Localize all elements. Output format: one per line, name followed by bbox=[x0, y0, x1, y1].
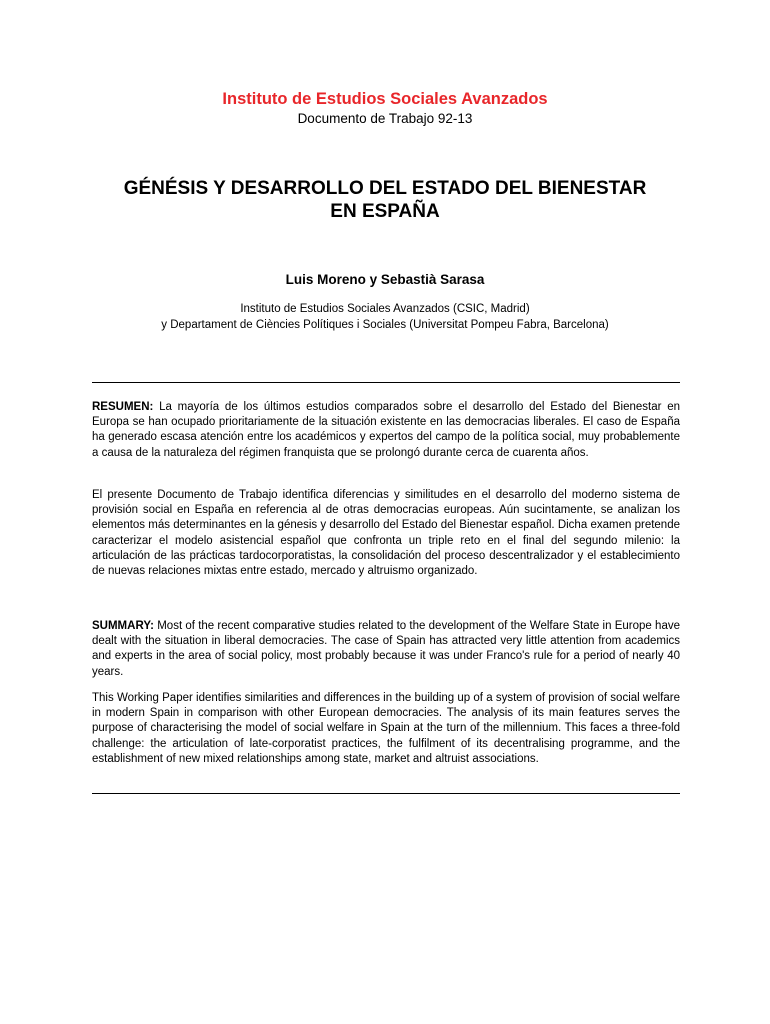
resumen-paragraph bbox=[92, 400, 680, 461]
institute-name: Instituto de Estudios Sociales Avanzados bbox=[222, 90, 548, 108]
authors: Luis Moreno y Sebastià Sarasa bbox=[285, 272, 485, 287]
summary-text: Most of the recent comparative studies related to the development of the Welfare State in Europe have dealt with the situation in liberal democracies. The case of Spain has attracted very little attention from academics and experts in the area of social policy, most probably because it was under Franco's rule for a period of nearly 40 years. bbox=[92, 620, 680, 678]
bottom-divider bbox=[92, 793, 680, 794]
title-line-2: EN ESPAÑA bbox=[330, 201, 440, 222]
summary-paragraph bbox=[92, 619, 680, 680]
summary-label: SUMMARY: bbox=[92, 620, 154, 632]
document-title bbox=[0, 177, 770, 223]
resumen-paragraph-2: El presente Documento de Trabajo identifica diferencias y similitudes en el desarrollo del moderno sistema de provisión social en España en referencia al de otras democracias europeas. Aún sucintamente, se analizan los elementos más determinantes en la génesis y desarrollo del Estado del Bienestar español. Dicha examen pretende caracterizar el modelo asistencial español que confronta un triple reto en el final del segundo milenio: la articulación de las prácticas tardocorporatistas, la consolidación del proceso descentralizador y el establecimiento de nuevas relaciones mixtas entre estado, mercado y altruismo organizado. bbox=[92, 489, 680, 578]
resumen-label: RESUMEN: bbox=[92, 401, 154, 413]
top-divider bbox=[92, 382, 680, 383]
title-line-1: GÉNÉSIS Y DESARROLLO DEL ESTADO DEL BIENESTAR bbox=[123, 178, 647, 199]
affiliation-line-1: Instituto de Estudios Sociales Avanzados (CSIC, Madrid) bbox=[240, 303, 530, 315]
affiliation-line-2: y Departament de Ciències Polítiques i Sociales (Universitat Pompeu Fabra, Barcelona) bbox=[161, 319, 609, 331]
resumen-text: La mayoría de los últimos estudios comparados sobre el desarrollo del Estado del Bienestar en Europa se han ocupado prioritariamente de la situación existente en las democracias liberales. El caso de España ha generado escasa atención entre los académicos y expertos del campo de la política social, muy probablemente a causa de la naturaleza del régimen franquista que se prolongó durante cerca de cuarenta años. bbox=[92, 401, 680, 459]
summary-paragraph-2: This Working Paper identifies similarities and differences in the building up of a system of provision of social welfare in modern Spain in comparison with other European democracies. The analysis of its main features serves the purpose of characterising the model of social welfare in Spain at the turn of the millennium. This faces a three-fold challenge: the articulation of late-corporatist practices, the fulfilment of its decentralising programme, and the establishment of new mixed relationships among state, market and altruist associations. bbox=[92, 692, 680, 765]
document-number: Documento de Trabajo 92-13 bbox=[297, 111, 473, 126]
